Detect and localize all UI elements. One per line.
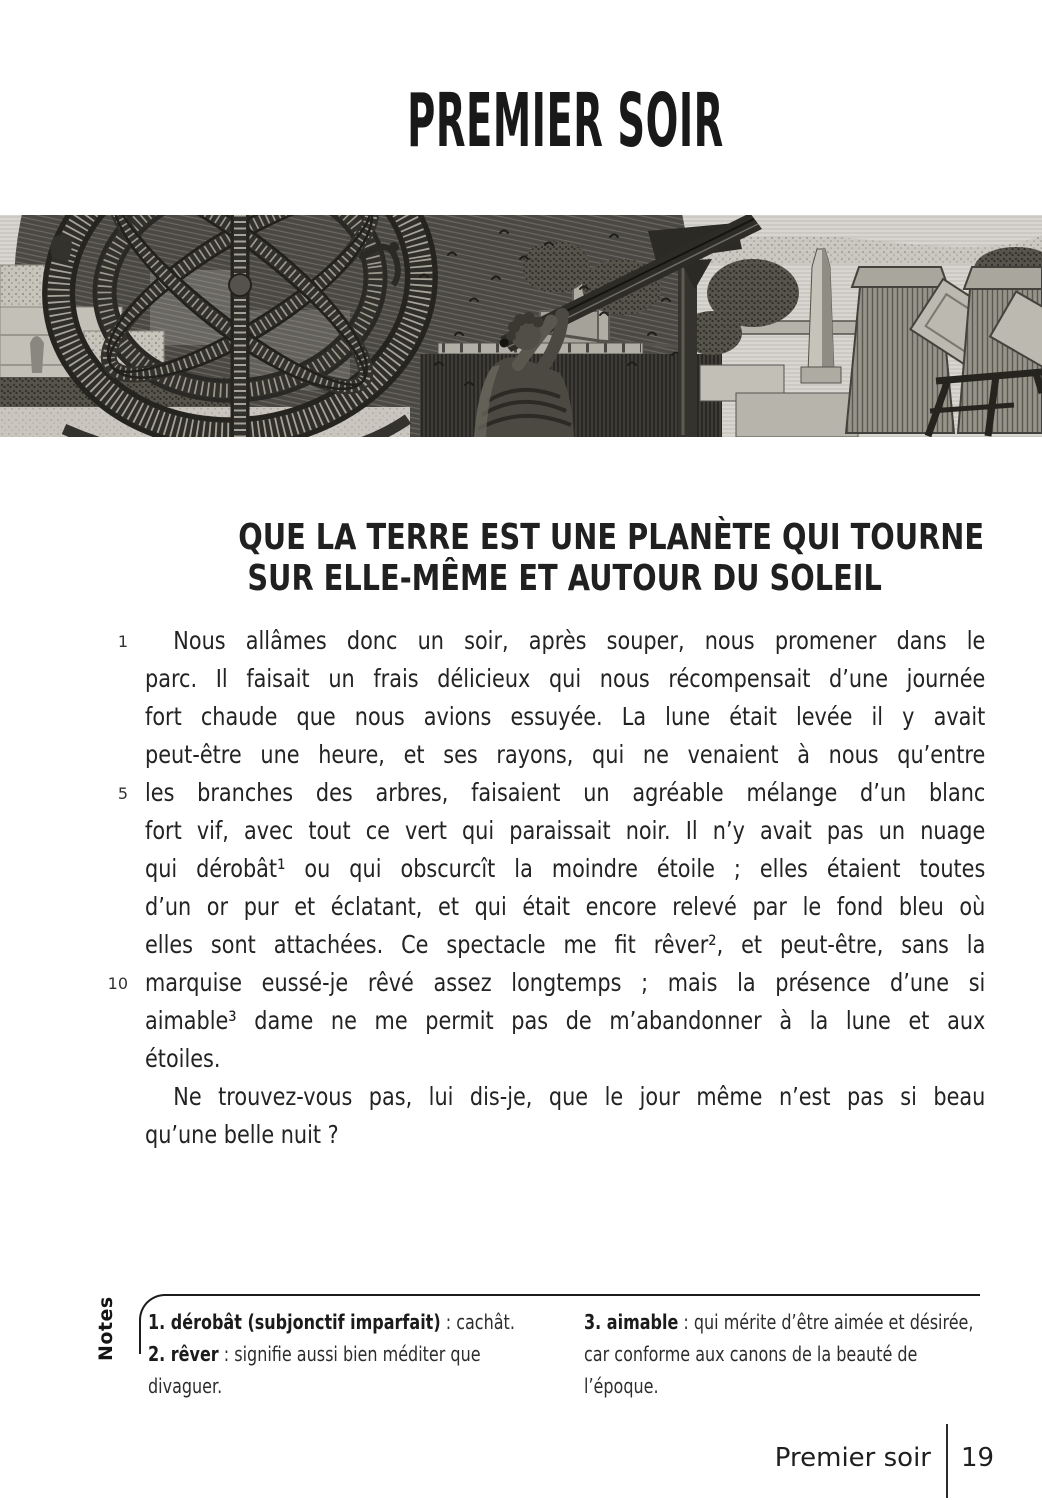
body-line-text: elles sont attachées. Ce spectacle me fit rêver², et peut-être, sans la xyxy=(145,930,986,959)
chapter-subtitle-line-2: SUR ELLE-MÊME ET AUTOUR DU SOLEIL xyxy=(247,558,883,599)
note-definition: : cachât. xyxy=(440,1310,515,1334)
notes-section xyxy=(148,1306,990,1402)
body-line xyxy=(0,774,1042,812)
footer-page-number: 19 xyxy=(961,1443,995,1473)
note-term: 3. aimable xyxy=(584,1310,679,1334)
note-definition: : qui mérite d’être aimée et désirée, car conforme aux canons de la beauté de l’époque. xyxy=(584,1310,974,1398)
body-line xyxy=(0,622,1042,660)
body-line-text: fort chaude que nous avions essuyée. La lune était levée il y avait xyxy=(145,702,986,731)
body-line-text: aimable³ dame ne me permit pas de m’abandonner à la lune et aux xyxy=(145,1006,986,1035)
body-line xyxy=(0,964,1042,1002)
line-number: 1 xyxy=(117,632,128,651)
page-title-text: PREMIER SOIR xyxy=(406,78,724,164)
body-line-text: Ne trouvez-vous pas, lui dis-je, que le jour même n’est pas si beau xyxy=(173,1082,986,1111)
body-line xyxy=(0,736,1042,774)
note-item xyxy=(584,1306,990,1402)
engraving-svg xyxy=(0,215,1042,437)
notes-column-right xyxy=(584,1306,990,1402)
note-term: 1. dérobât (subjonctif imparfait) xyxy=(148,1310,441,1334)
notes-label: Notes xyxy=(95,1296,117,1361)
body-line xyxy=(0,1040,1042,1078)
note-definition: : signifie aussi bien méditer que divaguer. xyxy=(148,1342,481,1398)
body-line-text: peut-être une heure, et ses rayons, qui ne venaient à nous qu’entre xyxy=(145,740,986,769)
body-line-text: d’un or pur et éclatant, et qui était encore relevé par le fond bleu où xyxy=(145,892,986,921)
line-number: 5 xyxy=(117,784,128,803)
body-line xyxy=(0,1116,1042,1154)
page-title xyxy=(145,78,985,164)
body-line-text: parc. Il faisait un frais délicieux qui nous récompensait d’une journée xyxy=(145,664,986,693)
body-line-text: Nous allâmes donc un soir, après souper, nous promener dans le xyxy=(173,626,986,655)
chapter-subtitle-line-1: QUE LA TERRE EST UNE PLANÈTE QUI TOURNE xyxy=(238,517,985,558)
body-line xyxy=(0,1002,1042,1040)
chapter-subtitle xyxy=(145,517,985,599)
body-line xyxy=(0,812,1042,850)
body-line xyxy=(0,1078,1042,1116)
body-line xyxy=(0,850,1042,888)
body-line xyxy=(0,698,1042,736)
body-line-text: marquise eussé-je rêvé assez longtemps ; mais la présence d’une si xyxy=(145,968,986,997)
notes-column-left xyxy=(148,1306,554,1402)
note-term: 2. rêver xyxy=(148,1342,219,1366)
body-line xyxy=(0,926,1042,964)
body-line-text: fort vif, avec tout ce vert qui paraissait noir. Il n’y avait pas un nuage xyxy=(145,816,986,845)
body-text xyxy=(0,622,1042,1154)
body-line-text: qui dérobât¹ ou qui obscurcît la moindre étoile ; elles étaient toutes xyxy=(145,854,986,883)
body-line xyxy=(0,888,1042,926)
line-number: 10 xyxy=(107,974,128,993)
footer-chapter-name: Premier soir xyxy=(774,1443,931,1473)
note-item xyxy=(148,1306,554,1338)
note-item xyxy=(148,1338,554,1402)
body-line xyxy=(0,660,1042,698)
body-line-text: qu’une belle nuit ? xyxy=(145,1120,339,1149)
body-line-text: les branches des arbres, faisaient un agréable mélange d’un blanc xyxy=(145,778,986,807)
body-line-text: étoiles. xyxy=(145,1044,221,1073)
footer-divider xyxy=(946,1424,948,1498)
engraving-illustration xyxy=(0,215,1042,437)
